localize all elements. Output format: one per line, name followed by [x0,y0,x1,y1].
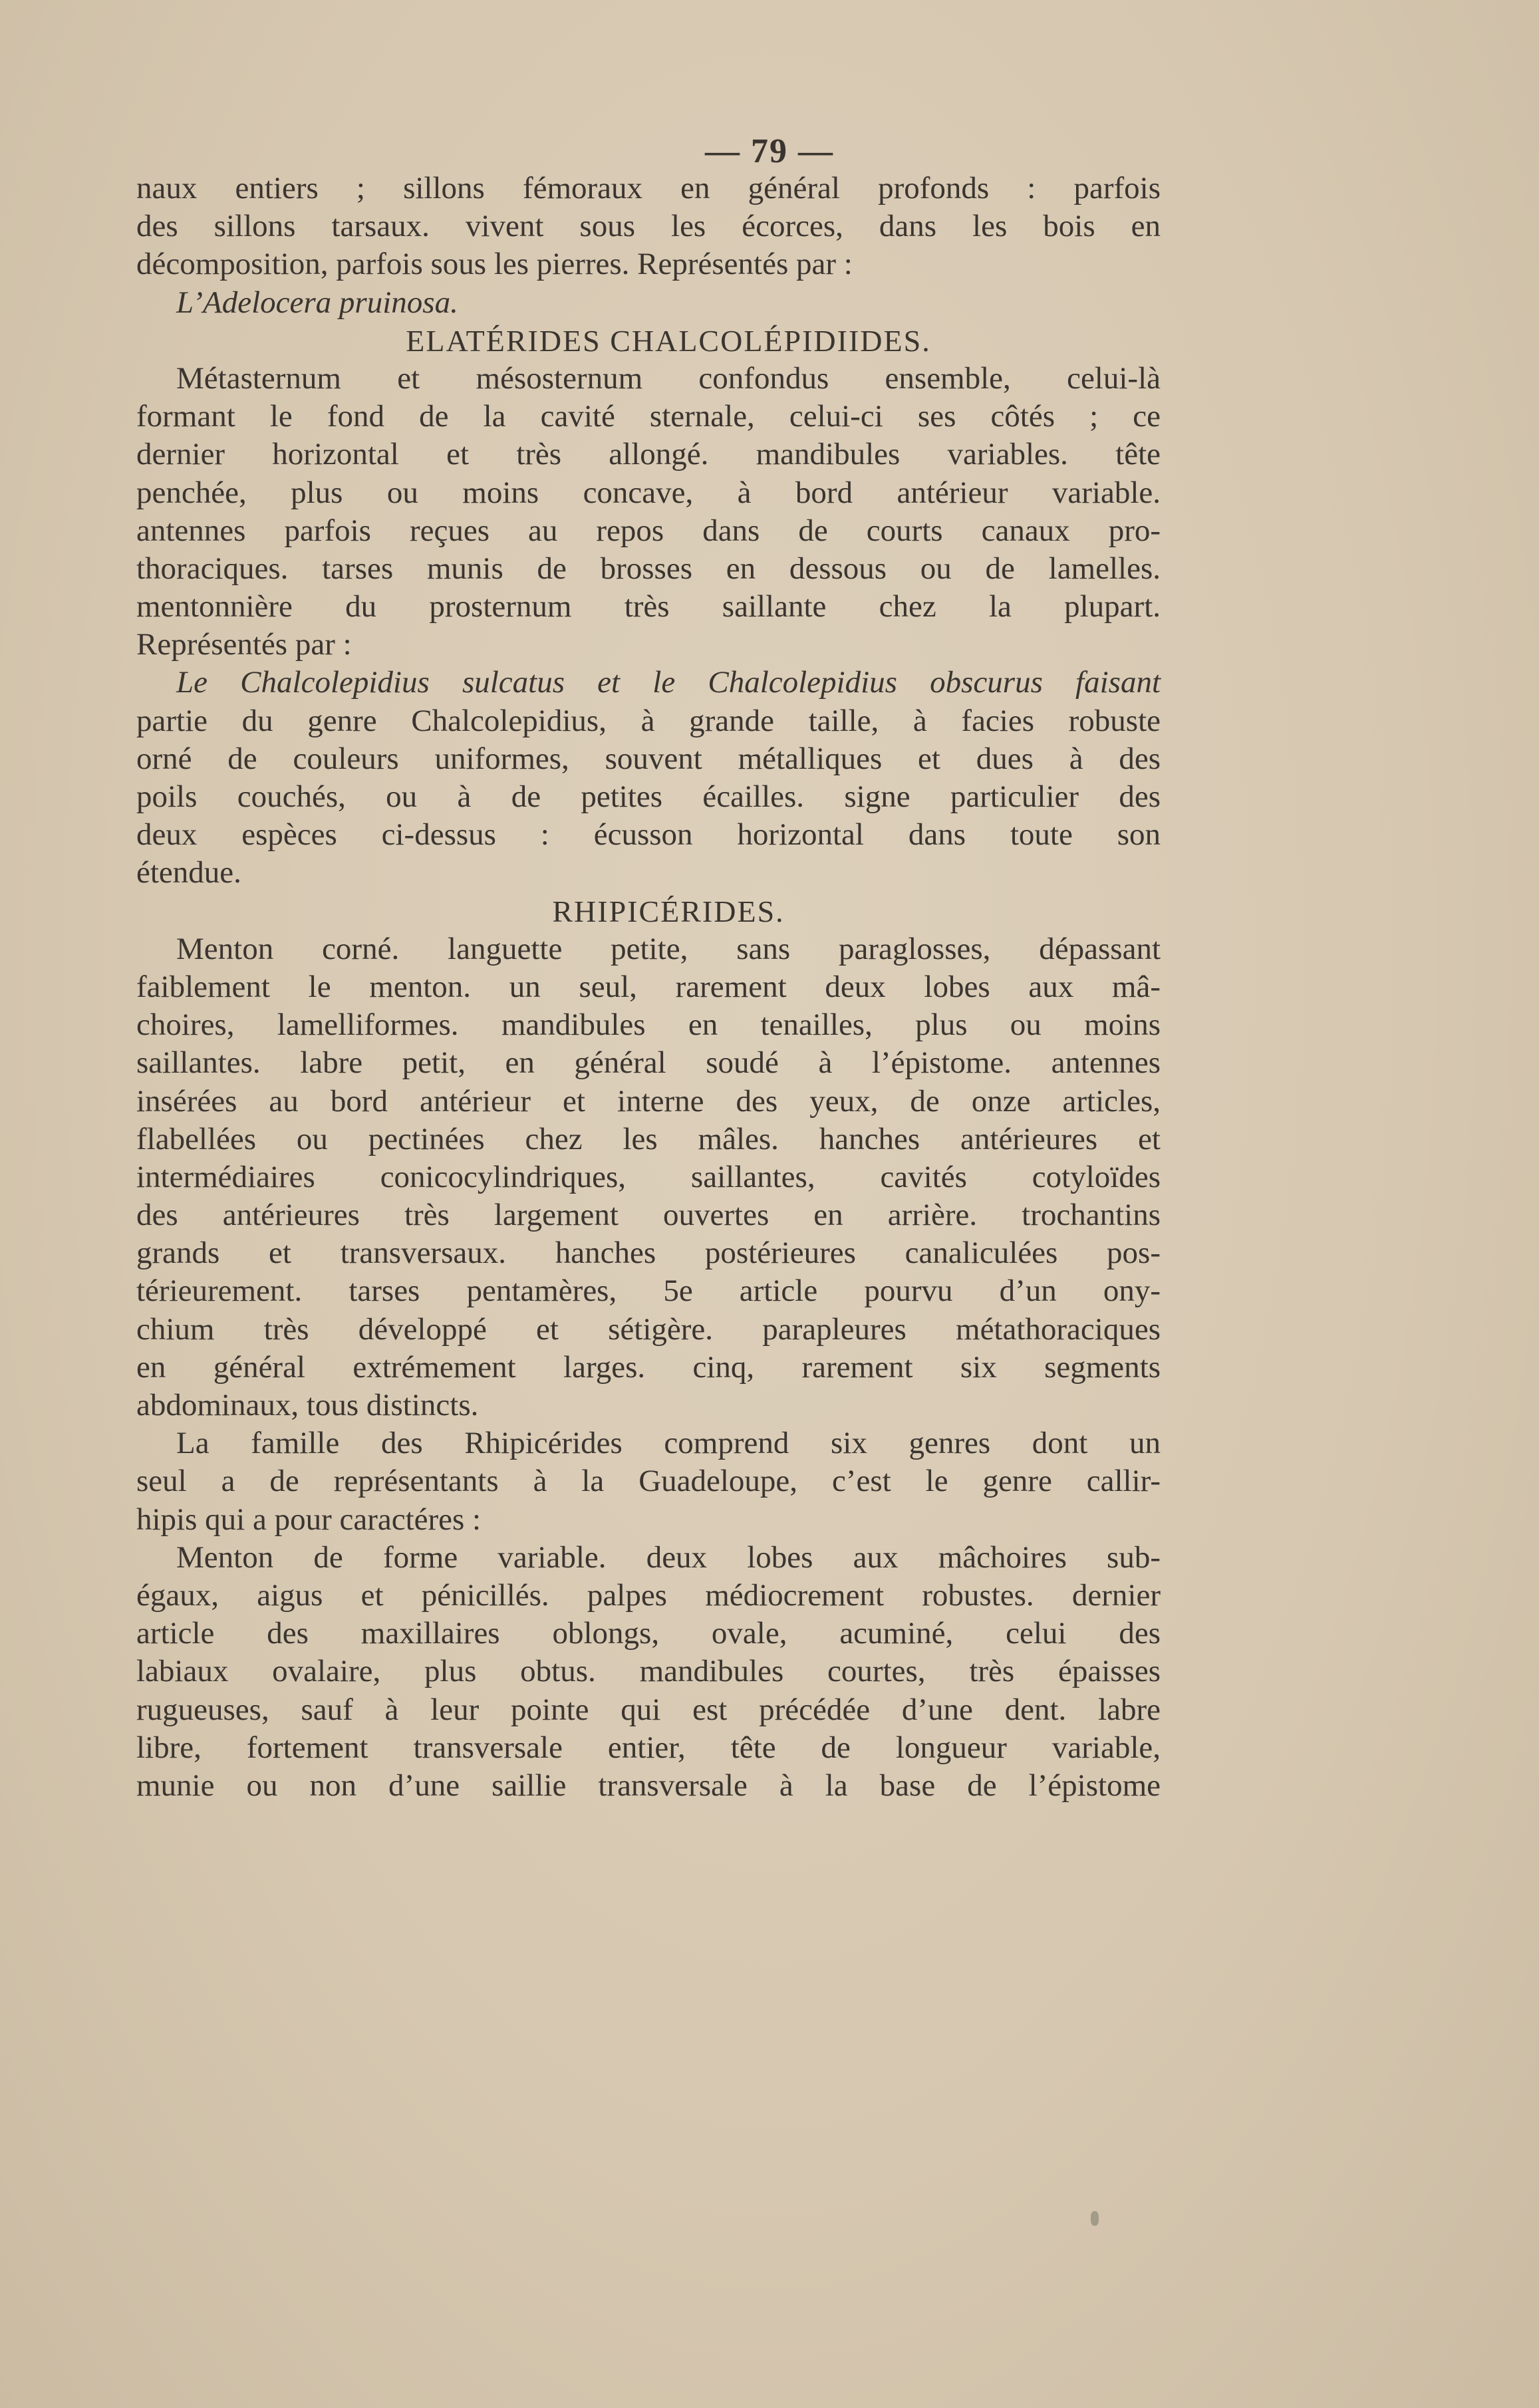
text-line: grands et transversaux. hanches postérieures canaliculées pos- [136,1236,1161,1271]
text-line: Représentés par : [136,627,352,662]
text-line: naux entiers ; sillons fémoraux en général profonds : parfois [136,171,1161,205]
ink-speck [1091,2211,1099,2226]
text-line: antennes parfois reçues au repos dans de courts canaux pro- [136,513,1161,548]
text-line: insérées au bord antérieur et interne des yeux, de onze articles, [136,1083,1161,1119]
text-line: flabellées ou pectinées chez les mâles. hanches antérieures et [136,1121,1161,1156]
text-line: formant le fond de la cavité sternale, celui-ci ses côtés ; ce [136,399,1161,434]
text-line: munie ou non d’une saillie transversale à la base de l’épistome [136,1768,1161,1803]
text-line: Le Chalcolepidius sulcatus et le Chalcolepidius obscurus faisant [176,665,1161,700]
text-line: faiblement le menton. un seul, rarement deux lobes aux mâ- [136,969,1161,1004]
text-line: article des maxillaires oblongs, ovale, acuminé, celui des [136,1616,1161,1651]
text-line: étendue. [136,855,241,890]
text-line: mentonnière du prosternum très saillante chez la plupart. [136,589,1161,624]
text-line: poils couchés, ou à de petites écailles. signe particulier des [136,779,1161,814]
text-line: abdominaux, tous distincts. [136,1388,479,1422]
text-line: penchée, plus ou moins concave, à bord antérieur variable. [136,475,1161,510]
text-line: Métasternum et mésosternum confondus ensemble, celui-là [176,360,1161,396]
text-line: en général extrémement larges. cinq, rarement six segments [136,1349,1161,1385]
text-line: La famille des Rhipicérides comprend six genres dont un [176,1426,1161,1461]
text-line: L’Adelocera pruinosa. [176,285,458,320]
text-line: thoraciques. tarses munis de brosses en dessous ou de lamelles. [136,551,1161,586]
text-line: deux espèces ci-dessus : écusson horizontal dans toute son [136,817,1161,853]
section-heading: ELATÉRIDES CHALCOLÉPIDIIDES. [406,323,931,358]
text-line: saillantes. labre petit, en général soudé à l’épistome. antennes [136,1045,1161,1081]
text-line: chium très développé et sétigère. parapleures métathoraciques [136,1311,1161,1347]
section-heading: RHIPICÉRIDES. [552,894,785,928]
text-line: orné de couleurs uniformes, souvent métalliques et dues à des [136,741,1161,776]
text-line: rugueuses, sauf à leur pointe qui est précédée d’une dent. labre [136,1692,1161,1727]
text-line: libre, fortement transversale entier, tête de longueur variable, [136,1730,1161,1765]
text-line: hipis qui a pour caractéres : [136,1502,482,1537]
text-line: intermédiaires conicocylindriques, saillantes, cavités cotyloïdes [136,1159,1161,1194]
text-line: dernier horizontal et très allongé. mandibules variables. tête [136,437,1161,472]
text-line: choires, lamelliformes. mandibules en tenailles, plus ou moins [136,1007,1161,1043]
text-line: des sillons tarsaux. vivent sous les écorces, dans les bois en [136,209,1161,244]
body-text [136,170,1161,1805]
text-line: térieurement. tarses pentamères, 5e article pourvu d’un ony- [136,1273,1161,1309]
text-line: égaux, aigus et pénicillés. palpes médiocrement robustes. dernier [136,1577,1161,1613]
text-line: seul a de représentants à la Guadeloupe, c’est le genre callir- [136,1464,1161,1499]
text-line: Menton corné. languette petite, sans paraglosses, dépassant [176,931,1161,966]
text-line: labiaux ovalaire, plus obtus. mandibules courtes, très épaisses [136,1654,1161,1689]
text-line: décomposition, parfois sous les pierres. Représentés par : [136,247,853,282]
text-line: des antérieures très largement ouvertes en arrière. trochantins [136,1198,1161,1233]
text-line: Menton de forme variable. deux lobes aux mâchoires sub- [176,1539,1161,1575]
text-line: partie du genre Chalcolepidius, à grande taille, à facies robuste [136,703,1161,738]
page-number: — 79 — [705,132,834,170]
